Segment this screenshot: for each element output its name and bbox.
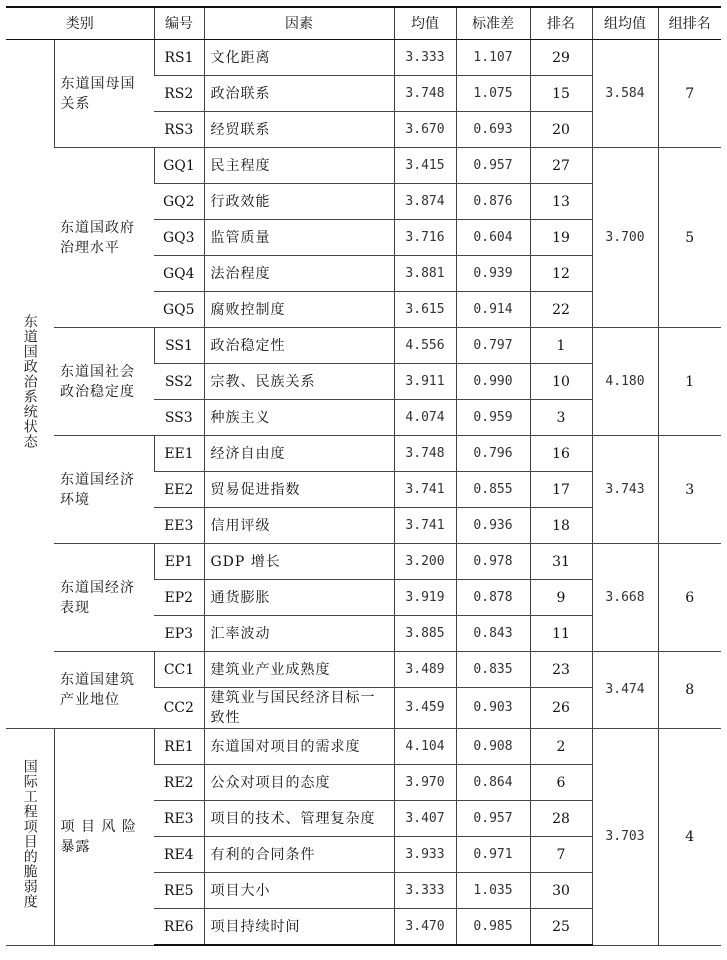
group-mean: 4.180 <box>592 328 658 436</box>
factor-rank: 11 <box>530 616 592 652</box>
factor-code: CC1 <box>154 652 204 688</box>
factor-code: RE6 <box>154 909 204 946</box>
factor-name: 行政效能 <box>204 184 394 220</box>
factor-code: SS3 <box>154 400 204 436</box>
factor-std: 0.957 <box>456 801 530 837</box>
factor-rank: 12 <box>530 256 592 292</box>
group-name: 东道国经济表现 <box>54 544 154 652</box>
factor-mean: 3.615 <box>394 292 456 328</box>
factor-name: 宗教、民族关系 <box>204 364 394 400</box>
factor-code: GQ5 <box>154 292 204 328</box>
factor-name: 信用评级 <box>204 508 394 544</box>
factor-mean: 3.970 <box>394 765 456 801</box>
group-name: 东道国建筑产业地位 <box>54 652 154 729</box>
factor-mean: 3.933 <box>394 837 456 873</box>
factor-std: 0.796 <box>456 436 530 472</box>
table-header-row <box>6 7 721 40</box>
factor-code: EP1 <box>154 544 204 580</box>
factor-name: 政治稳定性 <box>204 328 394 364</box>
factor-name: GDP 增长 <box>204 544 394 580</box>
group-rank: 7 <box>658 40 721 148</box>
risk-factor-table <box>6 6 721 946</box>
factor-name: 东道国对项目的需求度 <box>204 729 394 765</box>
group-name: 项 目 风 险 暴露 <box>54 729 154 946</box>
category-label: 国际工程项目的脆弱度 <box>21 758 38 909</box>
factor-mean: 3.459 <box>394 688 456 729</box>
factor-rank: 22 <box>530 292 592 328</box>
factor-name: 经济自由度 <box>204 436 394 472</box>
factor-name: 政治联系 <box>204 76 394 112</box>
table-row <box>6 148 721 184</box>
factor-name: 建筑业产业成熟度 <box>204 652 394 688</box>
factor-std: 0.864 <box>456 765 530 801</box>
factor-mean: 3.470 <box>394 909 456 946</box>
group-name: 东道国社会政治稳定度 <box>54 328 154 436</box>
header-factor: 因素 <box>204 7 394 40</box>
table-row <box>6 40 721 76</box>
factor-code: EP3 <box>154 616 204 652</box>
factor-code: RE3 <box>154 801 204 837</box>
factor-name: 项目持续时间 <box>204 909 394 946</box>
factor-code: GQ3 <box>154 220 204 256</box>
header-std: 标准差 <box>456 7 530 40</box>
factor-code: EE2 <box>154 472 204 508</box>
factor-code: SS1 <box>154 328 204 364</box>
factor-rank: 7 <box>530 837 592 873</box>
group-name: 东道国经济环境 <box>54 436 154 544</box>
header-code: 编号 <box>154 7 204 40</box>
factor-rank: 3 <box>530 400 592 436</box>
factor-code: RE4 <box>154 837 204 873</box>
factor-std: 0.878 <box>456 580 530 616</box>
factor-mean: 3.670 <box>394 112 456 148</box>
factor-code: CC2 <box>154 688 204 729</box>
group-rank: 1 <box>658 328 721 436</box>
factor-std: 0.908 <box>456 729 530 765</box>
header-mean: 均值 <box>394 7 456 40</box>
group-mean: 3.703 <box>592 729 658 946</box>
factor-name: 法治程度 <box>204 256 394 292</box>
group-rank: 8 <box>658 652 721 729</box>
factor-rank: 18 <box>530 508 592 544</box>
factor-rank: 1 <box>530 328 592 364</box>
group-name: 东道国政府治理水平 <box>54 148 154 328</box>
factor-rank: 16 <box>530 436 592 472</box>
factor-std: 0.936 <box>456 508 530 544</box>
factor-mean: 3.919 <box>394 580 456 616</box>
factor-std: 0.604 <box>456 220 530 256</box>
factor-rank: 29 <box>530 40 592 76</box>
factor-std: 0.971 <box>456 837 530 873</box>
table-row <box>6 652 721 688</box>
factor-name: 民主程度 <box>204 148 394 184</box>
header-group-rank: 组排名 <box>658 7 721 40</box>
factor-std: 0.693 <box>456 112 530 148</box>
factor-code: RE2 <box>154 765 204 801</box>
factor-rank: 2 <box>530 729 592 765</box>
factor-std: 1.107 <box>456 40 530 76</box>
factor-mean: 3.741 <box>394 472 456 508</box>
factor-code: RS3 <box>154 112 204 148</box>
group-mean: 3.743 <box>592 436 658 544</box>
factor-code: EP2 <box>154 580 204 616</box>
factor-name: 有利的合同条件 <box>204 837 394 873</box>
factor-mean: 3.748 <box>394 436 456 472</box>
factor-mean: 4.104 <box>394 729 456 765</box>
factor-code: GQ2 <box>154 184 204 220</box>
group-rank: 3 <box>658 436 721 544</box>
factor-rank: 17 <box>530 472 592 508</box>
factor-rank: 20 <box>530 112 592 148</box>
table-body <box>6 40 721 946</box>
factor-mean: 4.074 <box>394 400 456 436</box>
factor-std: 1.075 <box>456 76 530 112</box>
table-row <box>6 544 721 580</box>
factor-rank: 26 <box>530 688 592 729</box>
table-row <box>6 729 721 765</box>
factor-name: 汇率波动 <box>204 616 394 652</box>
factor-mean: 3.748 <box>394 76 456 112</box>
factor-name: 建筑业与国民经济目标一致性 <box>204 688 394 729</box>
category-cell <box>6 40 54 729</box>
factor-std: 0.855 <box>456 472 530 508</box>
factor-code: GQ4 <box>154 256 204 292</box>
factor-std: 0.797 <box>456 328 530 364</box>
factor-mean: 3.881 <box>394 256 456 292</box>
factor-code: EE3 <box>154 508 204 544</box>
factor-std: 0.985 <box>456 909 530 946</box>
group-rank: 5 <box>658 148 721 328</box>
factor-name: 项目的技术、管理复杂度 <box>204 801 394 837</box>
group-mean: 3.700 <box>592 148 658 328</box>
factor-mean: 3.885 <box>394 616 456 652</box>
factor-name: 种族主义 <box>204 400 394 436</box>
factor-std: 0.914 <box>456 292 530 328</box>
factor-name: 贸易促进指数 <box>204 472 394 508</box>
header-category: 类别 <box>6 7 154 40</box>
factor-code: RE1 <box>154 729 204 765</box>
factor-std: 0.939 <box>456 256 530 292</box>
factor-std: 0.959 <box>456 400 530 436</box>
factor-std: 0.835 <box>456 652 530 688</box>
factor-rank: 10 <box>530 364 592 400</box>
factor-rank: 23 <box>530 652 592 688</box>
group-mean: 3.584 <box>592 40 658 148</box>
factor-rank: 9 <box>530 580 592 616</box>
factor-code: RS1 <box>154 40 204 76</box>
factor-code: RE5 <box>154 873 204 909</box>
factor-rank: 27 <box>530 148 592 184</box>
factor-rank: 31 <box>530 544 592 580</box>
factor-std: 0.978 <box>456 544 530 580</box>
factor-rank: 19 <box>530 220 592 256</box>
factor-rank: 6 <box>530 765 592 801</box>
factor-code: GQ1 <box>154 148 204 184</box>
group-name: 东道国母国关系 <box>54 40 154 148</box>
factor-std: 0.957 <box>456 148 530 184</box>
factor-mean: 3.415 <box>394 148 456 184</box>
factor-name: 公众对项目的态度 <box>204 765 394 801</box>
factor-code: RS2 <box>154 76 204 112</box>
factor-name: 文化距离 <box>204 40 394 76</box>
factor-mean: 3.741 <box>394 508 456 544</box>
factor-name: 腐败控制度 <box>204 292 394 328</box>
factor-rank: 15 <box>530 76 592 112</box>
group-rank: 4 <box>658 729 721 946</box>
factor-name: 项目大小 <box>204 873 394 909</box>
factor-mean: 3.333 <box>394 873 456 909</box>
factor-std: 0.903 <box>456 688 530 729</box>
table-row <box>6 328 721 364</box>
factor-mean: 3.716 <box>394 220 456 256</box>
factor-rank: 25 <box>530 909 592 946</box>
group-rank: 6 <box>658 544 721 652</box>
category-label: 东道国政治系统状态 <box>21 313 38 449</box>
factor-name: 监管质量 <box>204 220 394 256</box>
factor-rank: 28 <box>530 801 592 837</box>
header-group-mean: 组均值 <box>592 7 658 40</box>
factor-code: EE1 <box>154 436 204 472</box>
table-row <box>6 436 721 472</box>
factor-std: 0.843 <box>456 616 530 652</box>
factor-mean: 3.407 <box>394 801 456 837</box>
group-mean: 3.474 <box>592 652 658 729</box>
factor-name: 通货膨胀 <box>204 580 394 616</box>
header-rank: 排名 <box>530 7 592 40</box>
factor-name: 经贸联系 <box>204 112 394 148</box>
factor-mean: 3.489 <box>394 652 456 688</box>
factor-std: 0.990 <box>456 364 530 400</box>
factor-code: SS2 <box>154 364 204 400</box>
factor-std: 0.876 <box>456 184 530 220</box>
factor-mean: 3.333 <box>394 40 456 76</box>
group-mean: 3.668 <box>592 544 658 652</box>
factor-mean: 3.911 <box>394 364 456 400</box>
category-cell <box>6 729 54 946</box>
factor-mean: 3.200 <box>394 544 456 580</box>
factor-std: 1.035 <box>456 873 530 909</box>
factor-rank: 13 <box>530 184 592 220</box>
factor-mean: 3.874 <box>394 184 456 220</box>
factor-mean: 4.556 <box>394 328 456 364</box>
factor-rank: 30 <box>530 873 592 909</box>
